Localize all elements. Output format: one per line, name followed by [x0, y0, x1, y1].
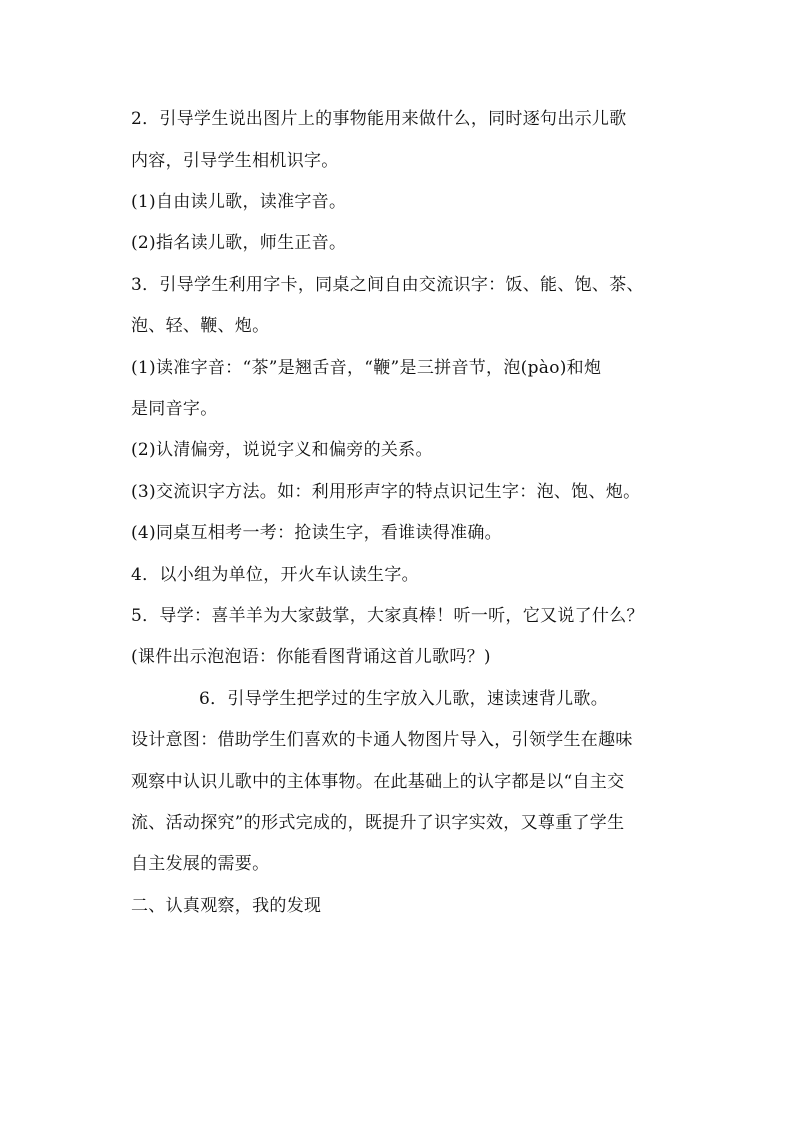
step-3-sub-4: (4)同桌互相考一考：抢读生字，看谁读得准确。: [131, 523, 502, 543]
design-intent-text: 设计意图：借助学生们喜欢的卡通人物图片导入，引领学生在趣味: [131, 730, 633, 750]
step-6-text: 6．引导学生把学过的生字放入儿歌，速读速背儿歌。: [199, 689, 609, 709]
step-2-text-cont: 内容，引导学生相机识字。: [131, 151, 339, 171]
step-4-text: 4．以小组为单位，开火车认读生字。: [131, 565, 419, 585]
design-intent-text-cont-2: 流、活动探究”的形式完成的，既提升了识字实效，又尊重了学生: [131, 813, 625, 833]
step-3-text: 3．引导学生利用字卡，同桌之间自由交流识字：饭、能、饱、茶、: [131, 275, 644, 295]
section-heading: 二、认真观察，我的发现: [131, 896, 322, 916]
step-3-sub-1-cont: 是同音字。: [131, 399, 218, 419]
design-intent-text-cont-1: 观察中认识儿歌中的主体事物。在此基础上的认字都是以“自主交: [131, 772, 625, 792]
step-3-sub-2: (2)认清偏旁，说说字义和偏旁的关系。: [131, 440, 433, 460]
step-2-text: 2．引导学生说出图片上的事物能用来做什么，同时逐句出示儿歌: [131, 109, 627, 129]
step-3-sub-1: (1)读准字音：“茶”是翘舌音，“鞭”是三拼音节，泡(pào)和炮: [131, 358, 602, 378]
step-5-text: 5．导学：喜羊羊为大家鼓掌，大家真棒！听一听，它又说了什么？: [131, 606, 644, 626]
step-5-text-cont: (课件出示泡泡语：你能看图背诵这首儿歌吗？): [131, 647, 491, 667]
step-3-sub-3: (3)交流识字方法。如：利用形声字的特点识记生字：泡、饱、炮。: [131, 482, 641, 502]
step-3-text-cont: 泡、轻、鞭、炮。: [131, 316, 270, 336]
step-2-sub-1: (1)自由读儿歌，读准字音。: [131, 192, 347, 212]
design-intent-text-cont-3: 自主发展的需要。: [131, 854, 270, 874]
step-2-sub-2: (2)指名读儿歌，师生正音。: [131, 233, 347, 253]
